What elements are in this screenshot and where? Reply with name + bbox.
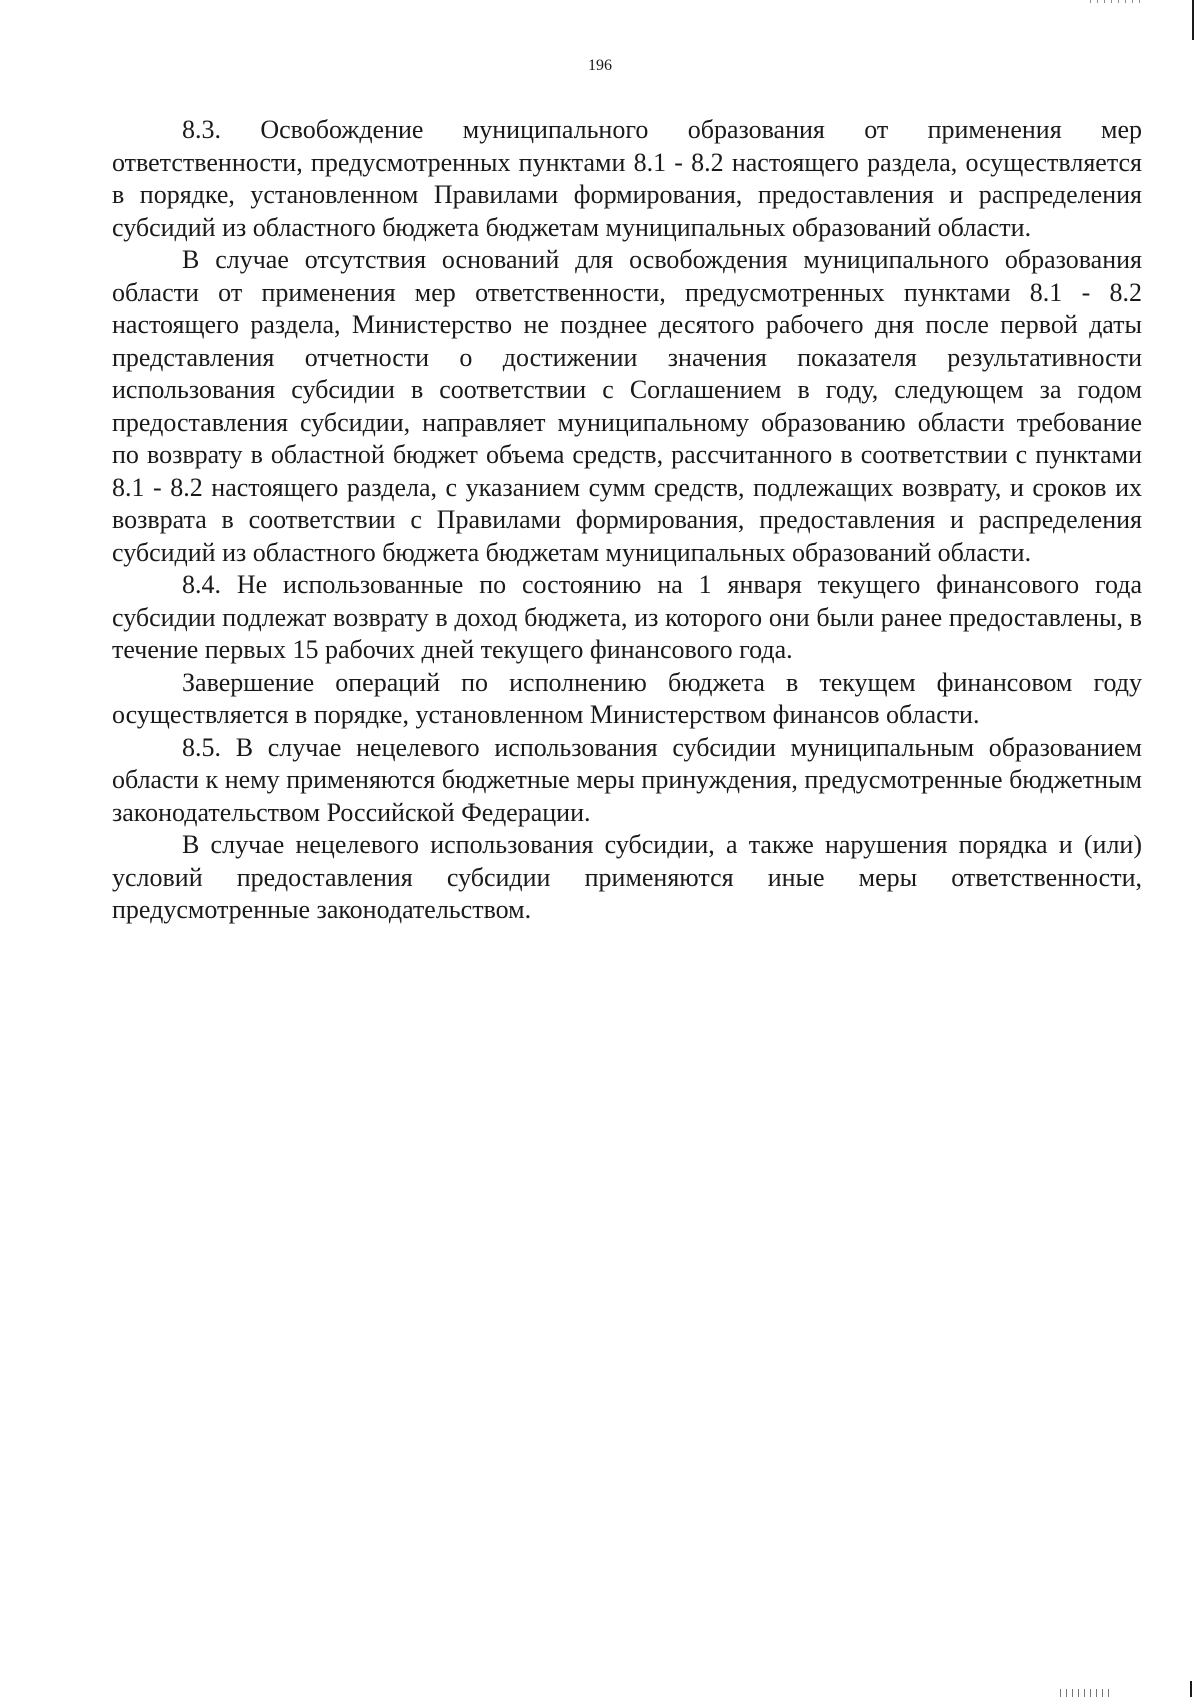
scan-artifact-bottom	[1060, 1689, 1110, 1697]
paragraph-8-3-continued: В случае отсутствия оснований для освобождения муниципального образования области от применения мер ответственности, предусмотренных пунктами 8.1 - 8.2 настоящего раздела, Министерство не позднее десятого рабочего дня после первой даты представления отчетности о достижении значения показателя результативности использования субсидии в соответствии с Соглашением в году, следующем за годом предоставления субсидии, направляет муниципальному образованию области требование по возврату в областной бюджет объема средств, рассчитанного в соответствии с пунктами 8.1 - 8.2 настоящего раздела, с указанием сумм средств, подлежащих возврату, и сроков их возврата в соответствии с Правилами формирования, предоставления и распределения субсидий из областного бюджета бюджетам муниципальных образований области.	[112, 245, 1142, 567]
scan-artifact-top	[1090, 0, 1140, 3]
paragraph-8-3: 8.3. Освобождение муниципального образования от применения мер ответственности, предусмотренных пунктами 8.1 - 8.2 настоящего раздела, осуществляется в порядке, установленном Правилами формирования, предоставления и распределения субсидий из областного бюджета бюджетам муниципальных образований области.	[112, 115, 1142, 242]
paragraph-8-4-continued: Завершение операций по исполнению бюджета в текущем финансовом году осуществляется в порядке, установленном Министерством финансов области.	[112, 667, 1142, 729]
paragraph-8-4: 8.4. Не использованные по состоянию на 1 января текущего финансового года субсидии подлежат возврату в доход бюджета, из которого они были ранее предоставлены, в течение первых 15 рабочих дней текущего финансового года.	[112, 570, 1142, 664]
scan-artifact-right-bottom	[1190, 1681, 1192, 1697]
scan-artifact-right-top	[1192, 0, 1194, 40]
paragraph-8-5-continued: В случае нецелевого использования субсидии, а также нарушения порядка и (или) условий предоставления субсидии применяются иные меры ответственности, предусмотренные законодательством.	[112, 830, 1142, 924]
document-body	[112, 114, 1142, 927]
page-number: 196	[588, 57, 612, 74]
paragraph-8-5: 8.5. В случае нецелевого использования субсидии муниципальным образованием области к нему применяются бюджетные меры принуждения, предусмотренные бюджетным законодательством Российской Федерации.	[112, 732, 1142, 827]
